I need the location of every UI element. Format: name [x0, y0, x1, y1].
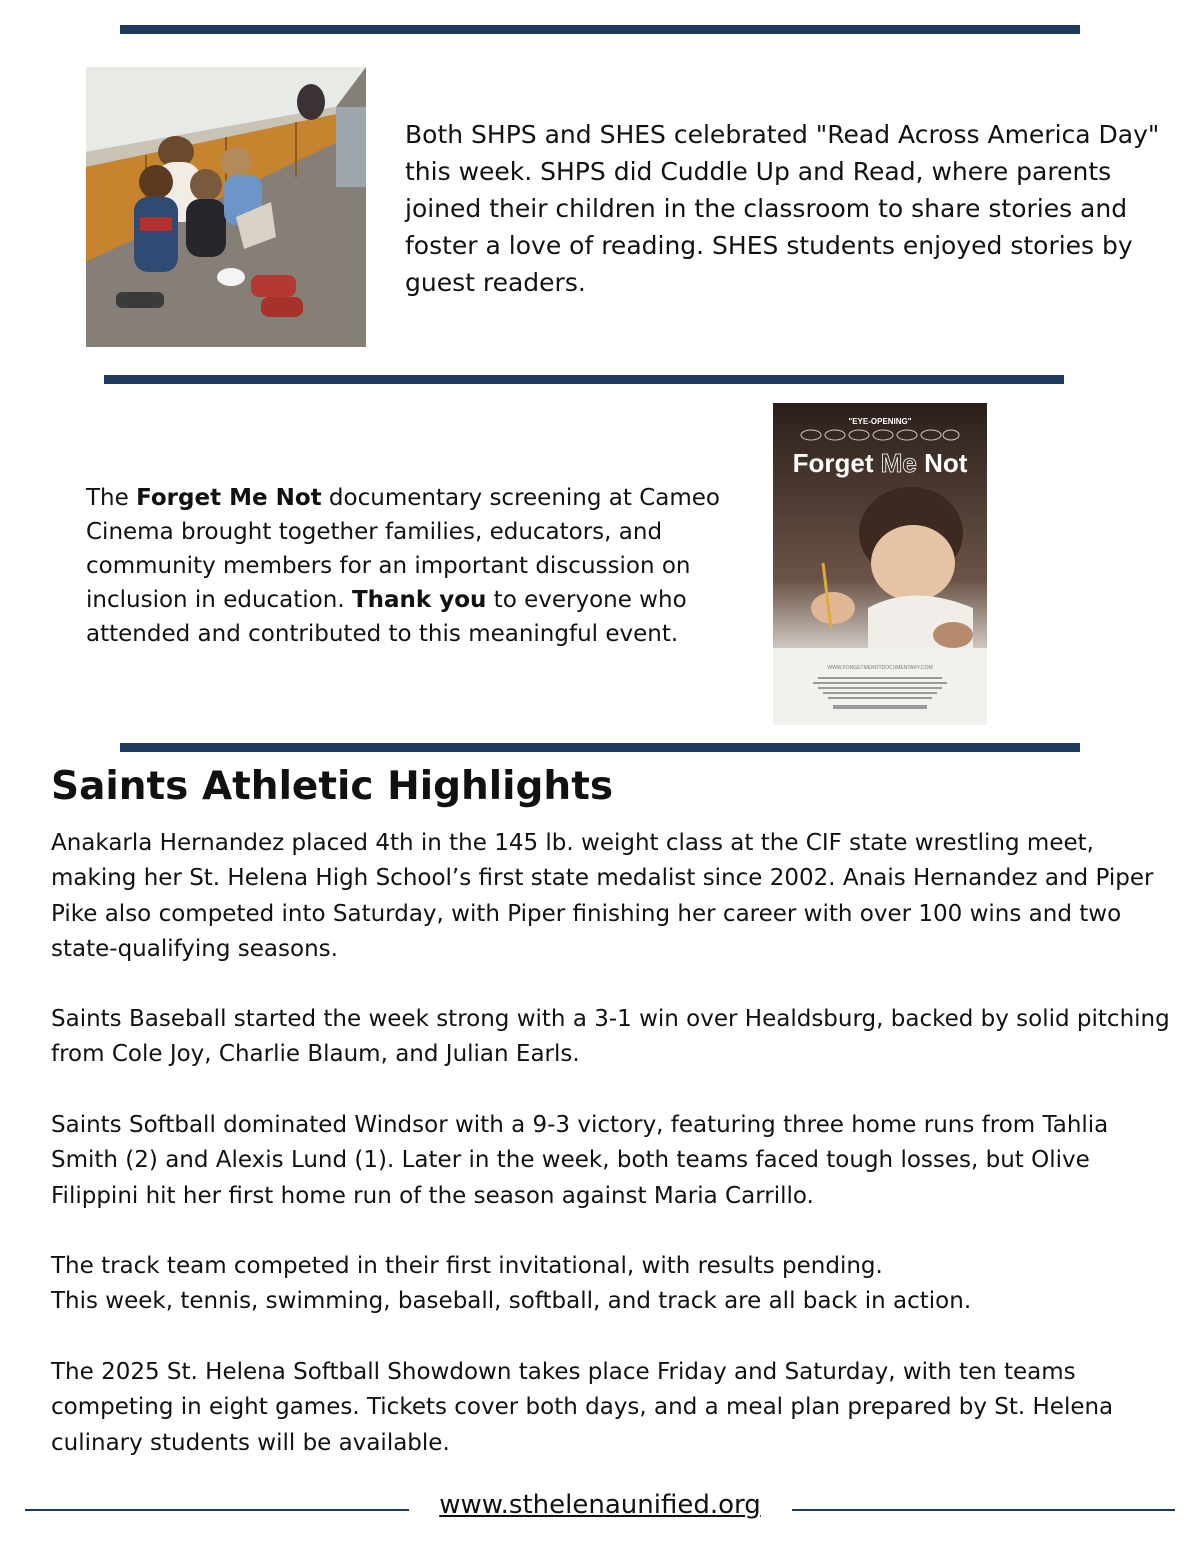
poster-title-me: Me [880, 448, 917, 478]
poster-tagline: "EYE-OPENING" [848, 417, 912, 426]
forget-me-not-poster [773, 403, 987, 725]
fmn-text-part: to everyone who attended and contributed to this meaningful event. [86, 587, 687, 647]
fmn-thanks-bold: Thank you [351, 587, 487, 613]
poster-artwork [773, 403, 987, 725]
forget-me-not-text [86, 481, 746, 651]
poster-title-forget: Forget [792, 448, 874, 478]
wrestling-paragraph: Anakarla Hernandez placed 4th in the 145 lb. weight class at the CIF state wrestling meet, making her St. Helena High School’s first state medalist since 2002. Anais Hernandez and Piper Pike also competed into Saturday, with Piper finishing her career with over 100 wins and two state-qualifying seasons. [51, 830, 1154, 962]
softball-showdown-paragraph: The 2025 St. Helena Softball Showdown takes place Friday and Saturday, with ten teams competing in eight games. Tickets cover both days, and a meal plan prepared by St. Helena culinary students will be available. [51, 1359, 1114, 1456]
section-divider-middle [104, 375, 1064, 384]
website-link[interactable]: www.sthelenaunified.org [439, 1490, 761, 1520]
fmn-title-bold: Forget Me Not [136, 485, 322, 511]
poster-website: WWW.FORGETMENOTDOCUMENTARY.COM [827, 665, 933, 671]
footer-rule-left [25, 1509, 409, 1511]
read-across-america-photo [86, 67, 366, 347]
fmn-text-part: documentary screening at Cameo Cinema brought together families, educators, and community members for an important discussion on inclusion in education. [86, 485, 720, 613]
baseball-paragraph: Saints Baseball started the week strong with a 3-1 win over Healdsburg, backed by solid pitching from Cole Joy, Charlie Blaum, and Julian Earls. [51, 1006, 1170, 1068]
softball-paragraph: Saints Softball dominated Windsor with a 9-3 victory, featuring three home runs from Tahlia Smith (2) and Alexis Lund (1). Later in the week, both teams faced tough losses, but Olive Filippini hit her first home run of the season against Maria Carrillo. [51, 1112, 1109, 1209]
reading-scene-illustration [86, 67, 366, 347]
athletics-title: Saints Athletic Highlights [51, 764, 614, 809]
section-divider-top [120, 25, 1080, 34]
track-line: The track team competed in their first invitational, with results pending. [51, 1253, 883, 1279]
section-divider-athletics [120, 743, 1080, 752]
read-across-america-text: Both SHPS and SHES celebrated "Read Across America Day" this week. SHPS did Cuddle Up and Read, where parents joined their children in the classroom to share stories and foster a love of reading. SHES students enjoyed stories by guest readers. [405, 120, 1160, 297]
poster-title-not: Not [924, 448, 968, 478]
footer-rule-right [792, 1509, 1175, 1511]
track-paragraph [51, 1249, 1171, 1320]
this-week-line: This week, tennis, swimming, baseball, softball, and track are all back in action. [51, 1288, 972, 1315]
fmn-text-part: The [86, 485, 137, 511]
poster-title [793, 448, 968, 478]
